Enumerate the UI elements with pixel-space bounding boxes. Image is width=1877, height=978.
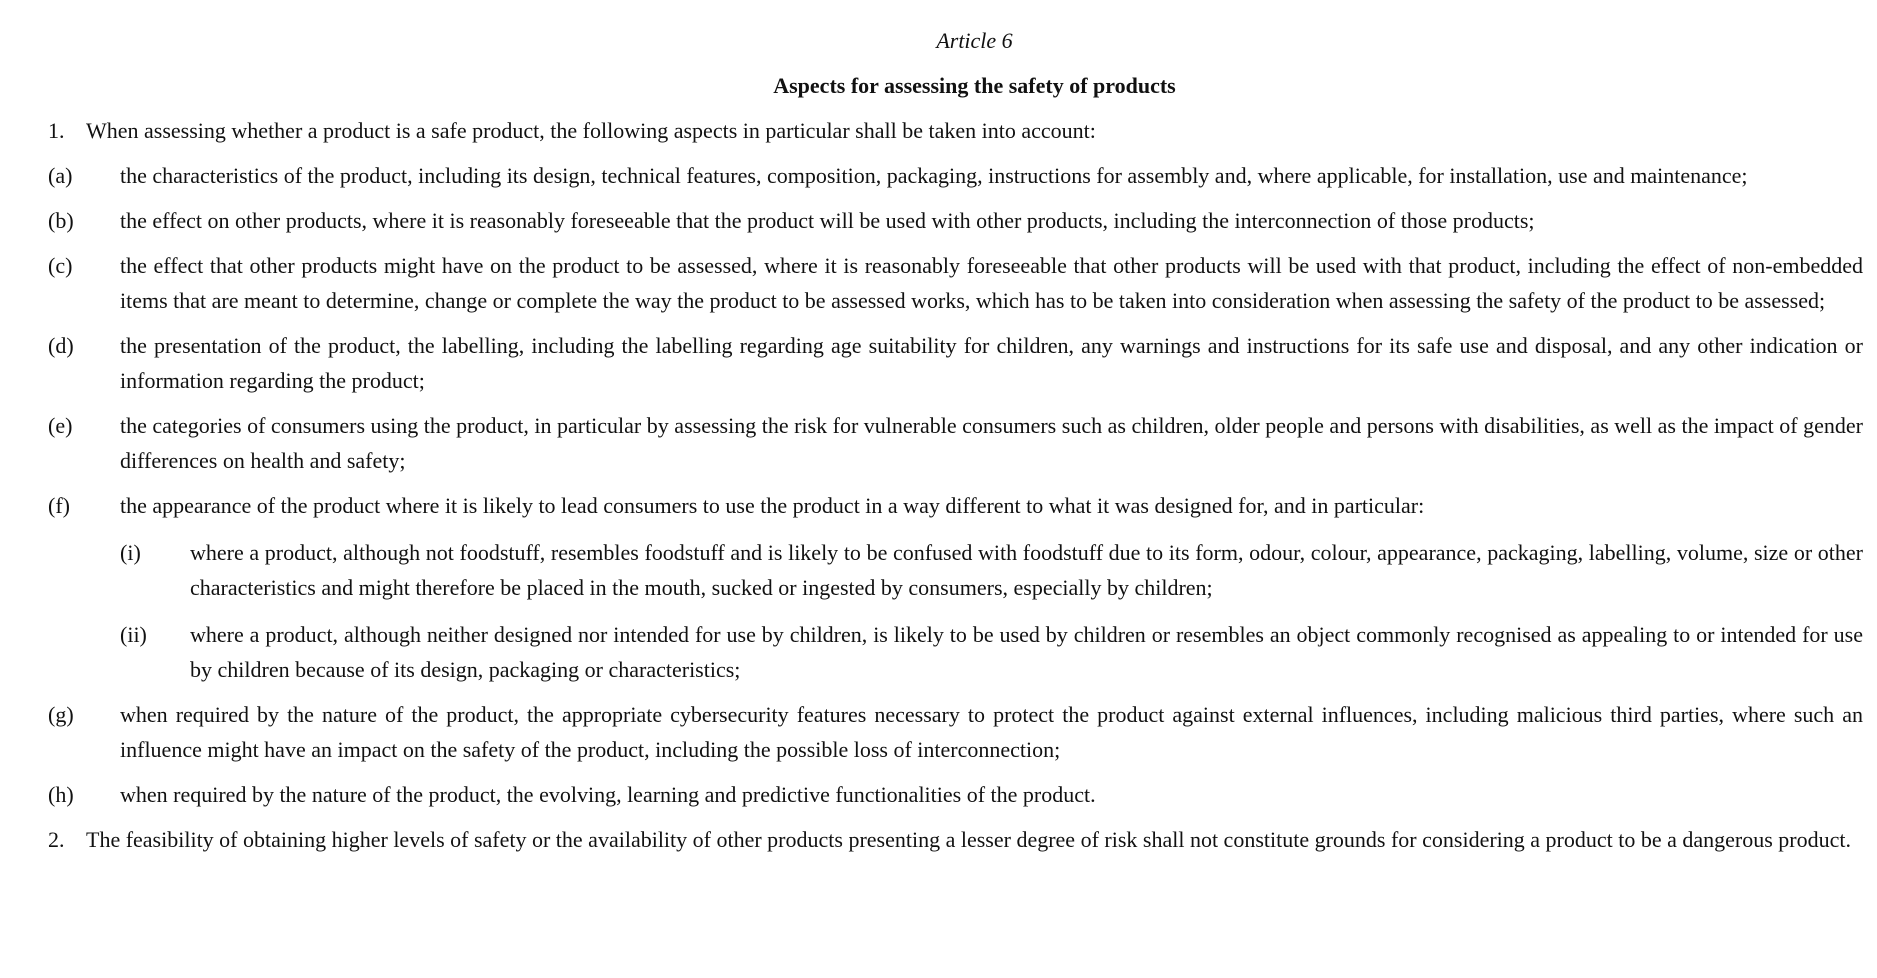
sub-item-text: where a product, although neither designed nor intended for use by children, is likely to be used by children or resembles an object commonly recognised as appealing to or intended for use by children because of its design, packaging or characteristics; [190,622,1863,682]
item-text: when required by the nature of the product, the evolving, learning and predictive functionalities of the product. [120,782,1096,807]
paragraph-1 [48,113,1863,148]
sub-item-label: (ii) [120,622,147,647]
item-label: (a) [48,163,73,188]
sub-item-text: where a product, although not foodstuff, resembles foodstuff and is likely to be confused with foodstuff due to its form, odour, colour, appearance, packaging, labelling, volume, size or other characteristics and might therefore be placed in the mouth, sucked or ingested by consumers, especially by children; [190,540,1863,600]
item-text: the categories of consumers using the product, in particular by assessing the risk for vulnerable consumers such as children, older people and persons with disabilities, as well as the impact of gender differences on health and safety; [120,413,1863,473]
item-text: the presentation of the product, the labelling, including the labelling regarding age suitability for children, any warnings and instructions for its safe use and disposal, and any other indication or information regarding the product; [120,333,1863,393]
item-label: (d) [48,333,74,358]
item-text: the effect that other products might have on the product to be assessed, where it is reasonably foreseeable that other products will be used with that product, including the effect of non-embedded items that are meant to determine, change or complete the way the product to be assessed works, which has to be taken into consideration when assessing the safety of the product to be assessed; [120,253,1863,313]
list-item-h [48,777,1863,812]
paragraph-text: The feasibility of obtaining higher levels of safety or the availability of other products presenting a lesser degree of risk shall not constitute grounds for considering a product to be a dangerous product. [86,827,1852,852]
item-text: the effect on other products, where it is reasonably foreseeable that the product will be used with other products, including the interconnection of those products; [120,208,1535,233]
list-item-a [48,158,1863,193]
item-label: (g) [48,702,74,727]
item-label: (f) [48,493,70,518]
item-label: (b) [48,208,74,233]
paragraph-number: 1. [48,118,65,143]
list-item-d [48,328,1863,398]
sub-item-label: (i) [120,540,141,565]
item-label: (e) [48,413,73,438]
item-label: (h) [48,782,74,807]
article-title: Aspects for assessing the safety of products [773,73,1176,98]
sub-item-i [120,535,1863,605]
list-item-f [48,488,1863,523]
paragraph-text: When assessing whether a product is a safe product, the following aspects in particular shall be taken into account: [86,118,1096,143]
article-number: Article 6 [936,28,1013,53]
list-item-e [48,408,1863,478]
item-label: (c) [48,253,73,278]
item-text: the characteristics of the product, including its design, technical features, composition, packaging, instructions for assembly and, where applicable, for installation, use and maintenance; [120,163,1748,188]
paragraph-number: 2. [48,827,65,852]
item-text: when required by the nature of the product, the appropriate cybersecurity features necessary to protect the product against external influences, including malicious third parties, where such an influence might have an impact on the safety of the product, including the possible loss of interconnection; [120,702,1863,762]
list-item-c [48,248,1863,318]
sub-item-ii [120,617,1863,687]
paragraph-2 [48,822,1863,857]
item-text: the appearance of the product where it is likely to lead consumers to use the product in a way different to what it was designed for, and in particular: [120,493,1425,518]
list-item-g [48,697,1863,767]
list-item-b [48,203,1863,238]
